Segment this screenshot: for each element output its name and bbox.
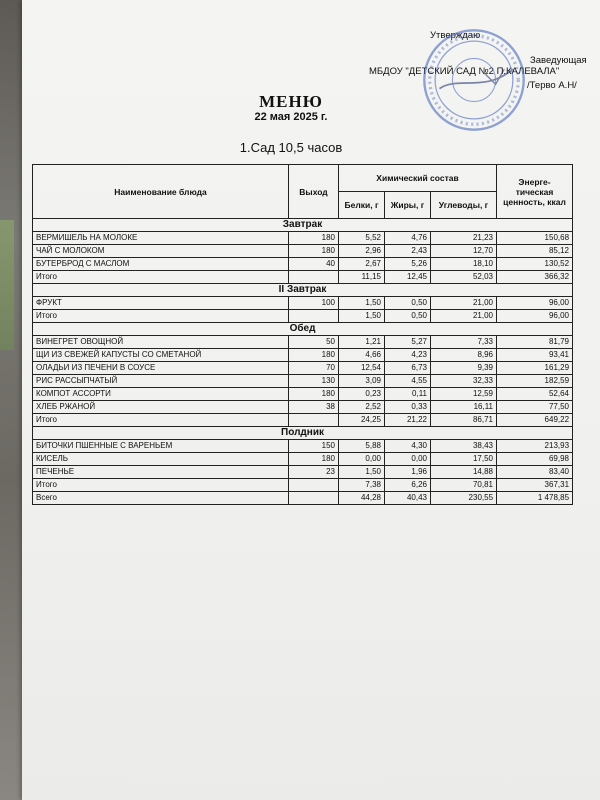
dish-name: БИТОЧКИ ПШЕННЫЕ С ВАРЕНЬЕМ [33,440,289,453]
total-output-blank [289,479,339,492]
page-title: МЕНЮ [259,92,323,111]
carbs-value: 7,33 [431,336,497,349]
dish-name: КИСЕЛЬ [33,453,289,466]
total-protein: 11,15 [339,271,385,284]
total-label: Итого [33,479,289,492]
dish-output: 50 [289,336,339,349]
carbs-value: 12,70 [431,245,497,258]
fat-value: 5,26 [385,258,431,271]
protein-value: 1,21 [339,336,385,349]
carbs-value: 9,39 [431,362,497,375]
carbs-value: 16,11 [431,401,497,414]
approval-line-3: МБДОУ "ДЕТСКИЙ САД №2 П.КАЛЕВАЛА" [369,66,560,77]
total-output-blank [289,271,339,284]
dish-name: КОМПОТ АССОРТИ [33,388,289,401]
section-total-row [33,310,573,323]
carbs-value: 14,88 [431,466,497,479]
approval-line-1: Утверждаю [430,30,481,41]
menu-date: 22 мая 2025 г. [254,111,328,123]
section-total-row [33,414,573,427]
grand-total-energy: 1 478,85 [497,492,573,505]
total-output-blank [289,414,339,427]
fat-value: 0,00 [385,453,431,466]
energy-value: 182,59 [497,375,573,388]
dish-name: ВИНЕГРЕТ ОВОЩНОЙ [33,336,289,349]
table-row [33,258,573,271]
section-title: Завтрак [33,219,573,232]
total-protein: 7,38 [339,479,385,492]
total-protein: 24,25 [339,414,385,427]
dish-output: 150 [289,440,339,453]
energy-value: 150,68 [497,232,573,245]
fat-value: 4,30 [385,440,431,453]
fat-value: 0,33 [385,401,431,414]
energy-value: 93,41 [497,349,573,362]
total-energy: 366,32 [497,271,573,284]
section-total-row [33,271,573,284]
dish-output: 130 [289,375,339,388]
dish-output: 38 [289,401,339,414]
section-title: Полдник [33,427,573,440]
grand-total-row [33,492,573,505]
table-row [33,388,573,401]
menu-table [32,164,573,505]
menu-document [22,0,600,800]
table-row [33,349,573,362]
grand-total-carbs: 230,55 [431,492,497,505]
protein-value: 0,00 [339,453,385,466]
grand-total-label: Всего [33,492,289,505]
energy-value: 213,93 [497,440,573,453]
protein-value: 12,54 [339,362,385,375]
grand-total-output-blank [289,492,339,505]
protein-value: 0,23 [339,388,385,401]
dish-output: 70 [289,362,339,375]
fat-value: 4,23 [385,349,431,362]
total-label: Итого [33,310,289,323]
section-title: Обед [33,323,573,336]
carbs-value: 12,59 [431,388,497,401]
table-row [33,375,573,388]
dish-output: 180 [289,245,339,258]
total-energy: 649,22 [497,414,573,427]
total-carbs: 86,71 [431,414,497,427]
fat-value: 1,96 [385,466,431,479]
carbs-value: 21,00 [431,297,497,310]
energy-value: 52,64 [497,388,573,401]
total-energy: 96,00 [497,310,573,323]
background-plant [0,220,14,350]
table-row [33,362,573,375]
table-row [33,466,573,479]
total-protein: 1,50 [339,310,385,323]
fat-value: 6,73 [385,362,431,375]
dish-name: ЧАЙ С МОЛОКОМ [33,245,289,258]
header-carbs: Углеводы, г [431,192,497,219]
energy-value: 161,29 [497,362,573,375]
fat-value: 0,11 [385,388,431,401]
table-row [33,453,573,466]
table-row [33,401,573,414]
protein-value: 1,50 [339,297,385,310]
section-header-row [33,219,573,232]
protein-value: 2,52 [339,401,385,414]
dish-name: ПЕЧЕНЬЕ [33,466,289,479]
table-row [33,232,573,245]
dish-name: ХЛЕБ РЖАНОЙ [33,401,289,414]
total-carbs: 52,03 [431,271,497,284]
header-name: Наименование блюда [33,165,289,219]
total-label: Итого [33,271,289,284]
section-header-row [33,284,573,297]
dish-output: 23 [289,466,339,479]
fat-value: 0,50 [385,297,431,310]
menu-subtitle: 1.Сад 10,5 часов [239,140,343,155]
carbs-value: 18,10 [431,258,497,271]
header-protein: Белки, г [339,192,385,219]
dish-name: ВЕРМИШЕЛЬ НА МОЛОКЕ [33,232,289,245]
section-header-row [33,427,573,440]
dish-name: ОЛАДЬИ ИЗ ПЕЧЕНИ В СОУСЕ [33,362,289,375]
carbs-value: 32,33 [431,375,497,388]
table-row [33,336,573,349]
fat-value: 4,55 [385,375,431,388]
energy-value: 96,00 [497,297,573,310]
total-fat: 0,50 [385,310,431,323]
header-energy: Энерге-тическая ценность, ккал [497,165,573,219]
protein-value: 2,67 [339,258,385,271]
energy-value: 69,98 [497,453,573,466]
total-energy: 367,31 [497,479,573,492]
dish-output: 180 [289,388,339,401]
dish-output: 180 [289,349,339,362]
dish-output: 40 [289,258,339,271]
total-label: Итого [33,414,289,427]
dish-name: РИС РАССЫПЧАТЫЙ [33,375,289,388]
total-fat: 21,22 [385,414,431,427]
dish-name: БУТЕРБРОД С МАСЛОМ [33,258,289,271]
total-carbs: 70,81 [431,479,497,492]
carbs-value: 8,96 [431,349,497,362]
dish-name: ФРУКТ [33,297,289,310]
approval-line-4: /Терво А.Н/ [527,80,577,91]
section-total-row [33,479,573,492]
approval-line-2: Заведующая [530,55,587,66]
carbs-value: 17,50 [431,453,497,466]
energy-value: 77,50 [497,401,573,414]
total-output-blank [289,310,339,323]
table-row [33,245,573,258]
protein-value: 4,66 [339,349,385,362]
protein-value: 1,50 [339,466,385,479]
fat-value: 4,76 [385,232,431,245]
energy-value: 85,12 [497,245,573,258]
total-fat: 12,45 [385,271,431,284]
energy-value: 130,52 [497,258,573,271]
section-header-row [33,323,573,336]
header-chem: Химический состав [339,165,497,192]
energy-value: 81,79 [497,336,573,349]
fat-value: 2,43 [385,245,431,258]
dish-output: 180 [289,453,339,466]
carbs-value: 38,43 [431,440,497,453]
dish-output: 180 [289,232,339,245]
grand-total-protein: 44,28 [339,492,385,505]
protein-value: 3,09 [339,375,385,388]
fat-value: 5,27 [385,336,431,349]
table-row [33,440,573,453]
header-fat: Жиры, г [385,192,431,219]
dish-output: 100 [289,297,339,310]
dish-name: ЩИ ИЗ СВЕЖЕЙ КАПУСТЫ СО СМЕТАНОЙ [33,349,289,362]
menu-table-body [33,219,573,505]
grand-total-fat: 40,43 [385,492,431,505]
protein-value: 5,88 [339,440,385,453]
header-output: Выход [289,165,339,219]
table-row [33,297,573,310]
protein-value: 2,96 [339,245,385,258]
protein-value: 5,52 [339,232,385,245]
section-title: II Завтрак [33,284,573,297]
carbs-value: 21,23 [431,232,497,245]
total-fat: 6,26 [385,479,431,492]
total-carbs: 21,00 [431,310,497,323]
energy-value: 83,40 [497,466,573,479]
